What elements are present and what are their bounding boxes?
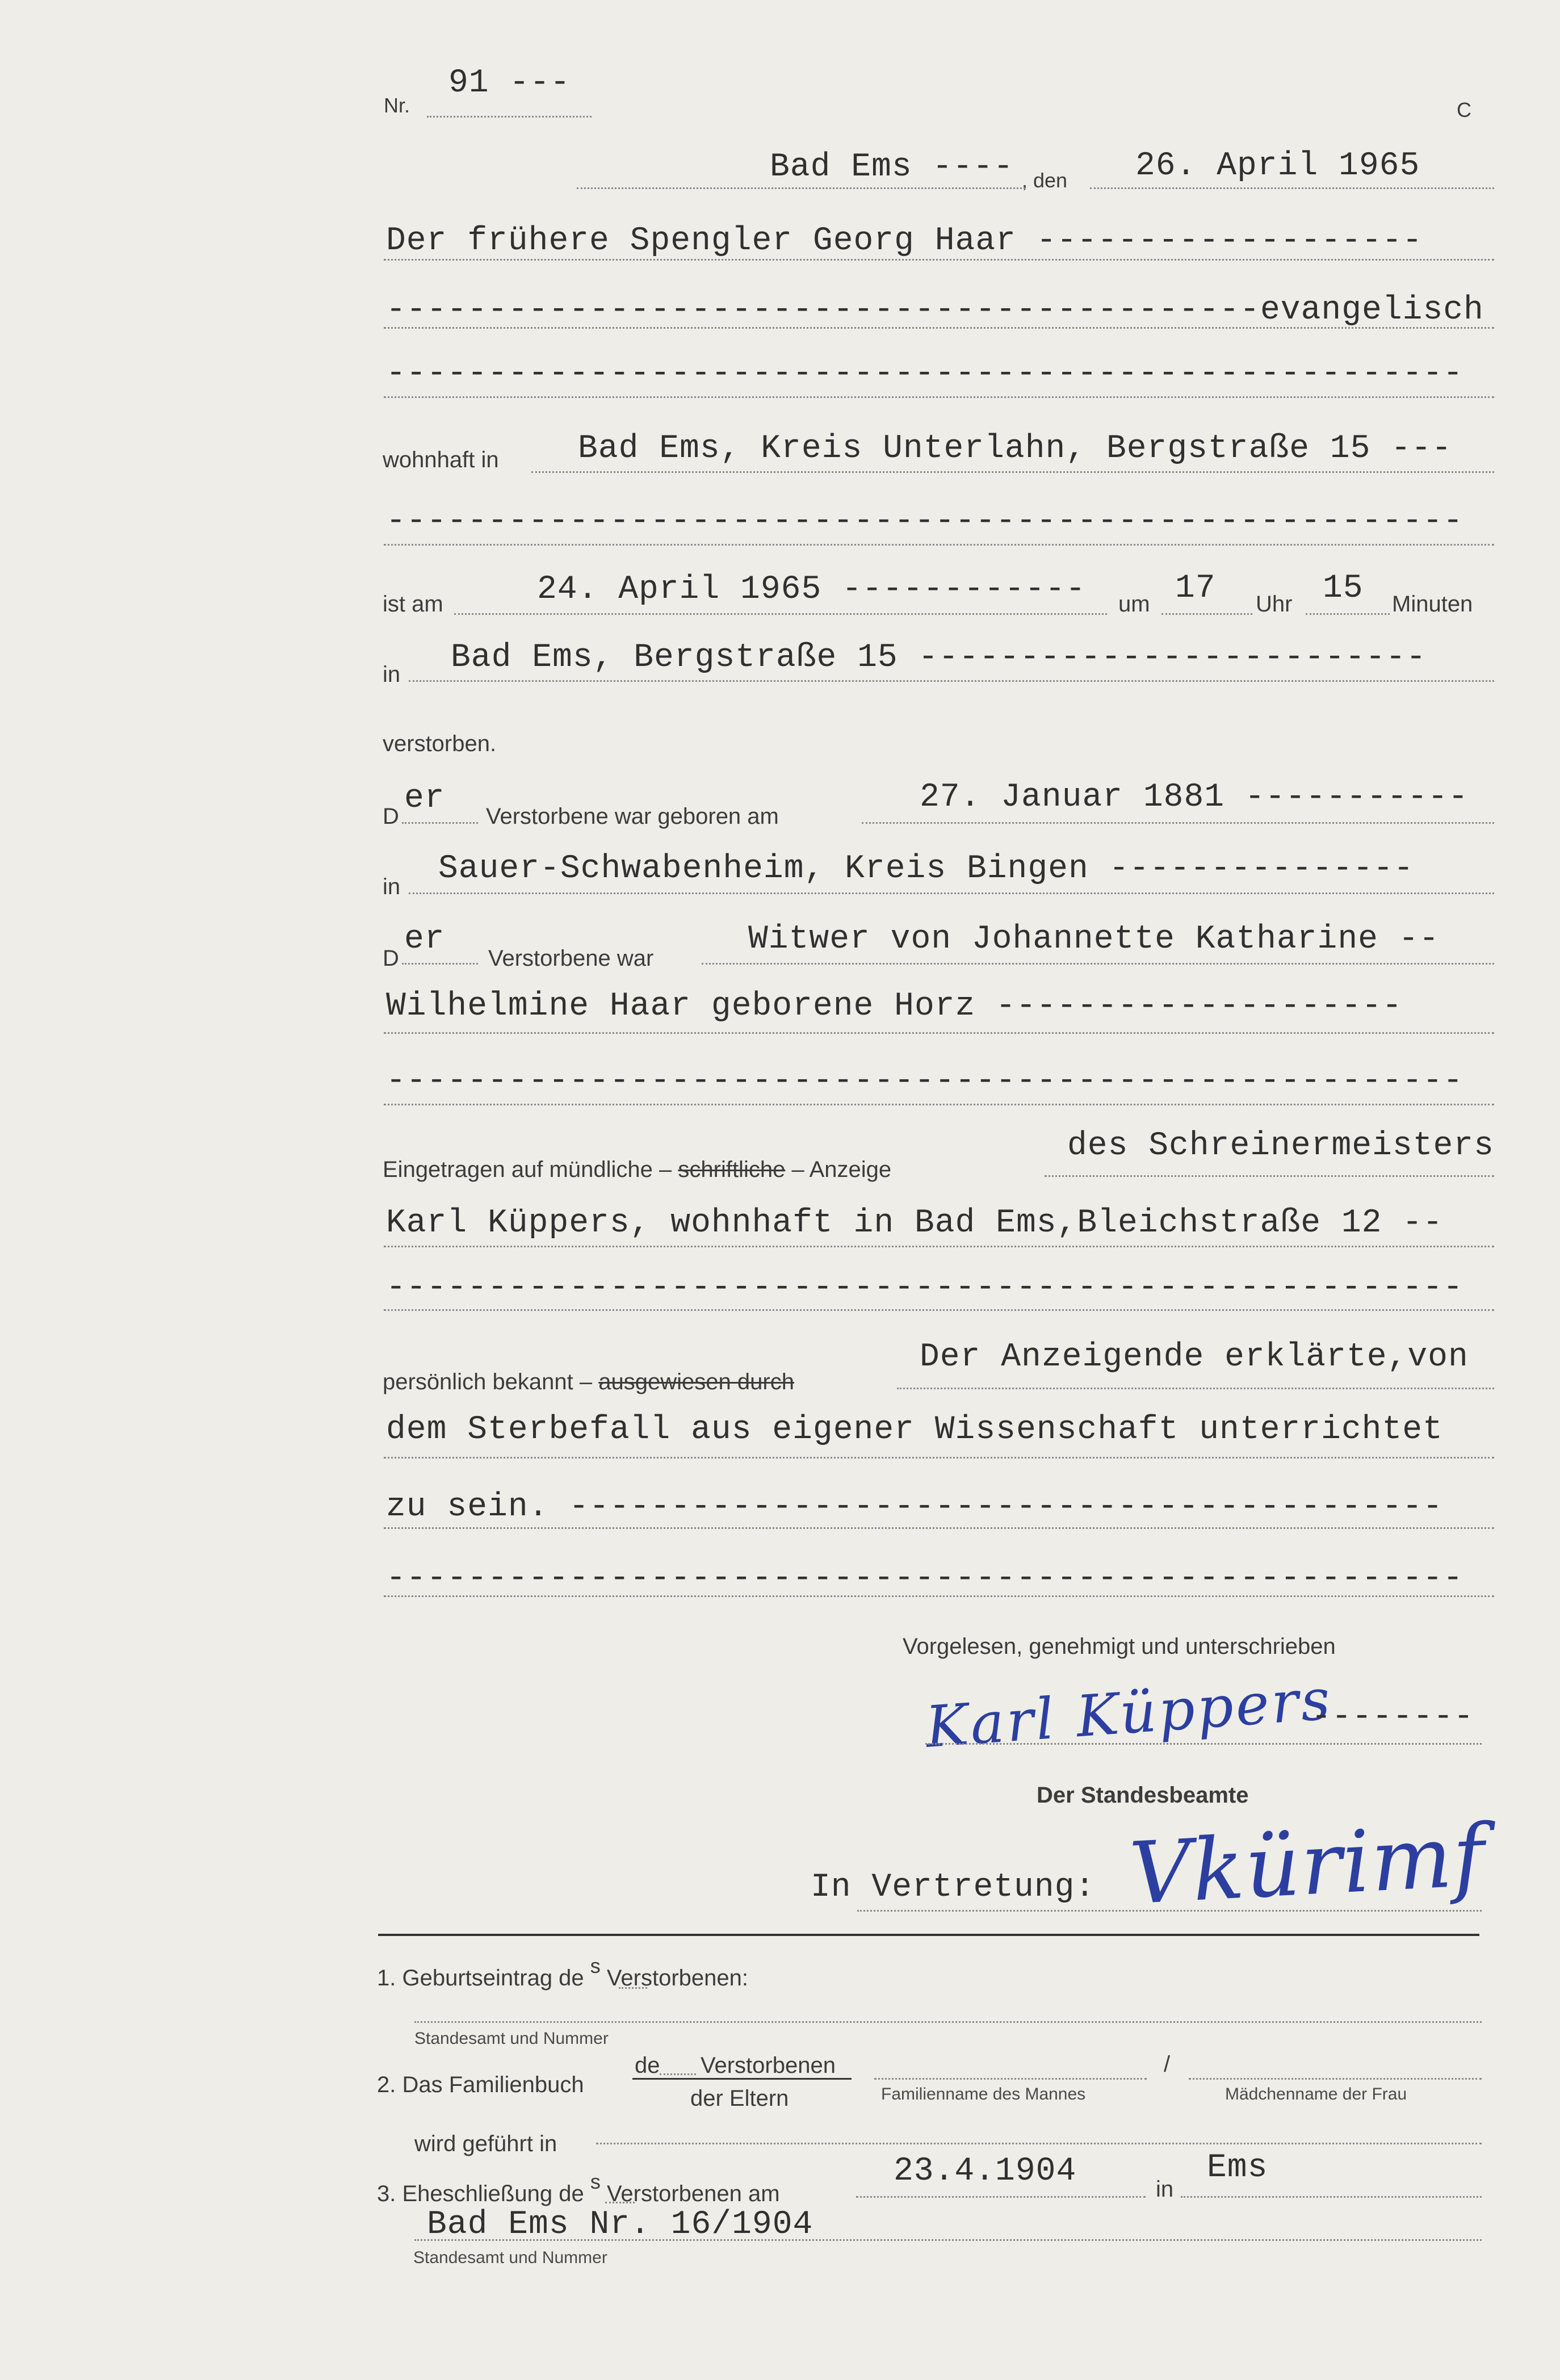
standesamt-label-2: Standesamt und Nummer [413, 2248, 607, 2267]
identification-label [383, 1371, 794, 1393]
statement-line-1: Der Anzeigende erklärte,von [920, 1339, 1469, 1376]
marital-d-underline [402, 963, 478, 965]
minuten-label: Minuten [1392, 592, 1473, 617]
death-place: Bad Ems, Bergstraße 15 ------------------------- [451, 639, 1427, 676]
family-book-fraction-bar [632, 2078, 852, 2080]
marriage-super-underline [605, 2202, 635, 2203]
family-book-verstorbenen: Verstorbenen [701, 2053, 836, 2078]
registration-underline-3 [384, 1309, 1494, 1311]
verstorben-label: verstorben. [383, 731, 497, 756]
marital-label: Verstorbene war [488, 946, 654, 971]
registration-underline-2 [384, 1246, 1494, 1247]
person-line-2-dashes: ------------------------------------------- [386, 292, 1260, 329]
marital-line-3: ----------------------------------------------------- [386, 1063, 1463, 1100]
statement-line-4: ----------------------------------------------------- [386, 1560, 1463, 1597]
marital-underline [702, 963, 1494, 965]
birth-entry-label-a: 1. Geburtseintrag de [377, 1966, 584, 1991]
birth-entry-underline [619, 1987, 647, 1989]
birth-entry-label [377, 1954, 748, 1991]
registration-label-struck: schriftliche [678, 1157, 786, 1182]
marriage-registry: Bad Ems Nr. 16/1904 [427, 2206, 813, 2243]
marriage-registry-underline [414, 2239, 1482, 2241]
marriage-date-underline [856, 2196, 1146, 2198]
nr-value: 91 --- [448, 65, 571, 102]
identification-label-struck: ausgewiesen durch [598, 1369, 794, 1394]
person-underline-2 [384, 327, 1494, 329]
residence-underline [531, 471, 1494, 473]
registrar-signature-underline [857, 1910, 1482, 1912]
marriage-in-label: in [1156, 2177, 1174, 2202]
birth-place: Sauer-Schwabenheim, Kreis Bingen --------------- [438, 850, 1414, 887]
registration-label [383, 1158, 891, 1181]
informant-title: des Schreinermeisters [1067, 1128, 1494, 1164]
birth-d-suffix: er [404, 780, 445, 817]
informant-signature-dashes: -------- [1311, 1699, 1474, 1736]
marital-d-label: D [383, 946, 399, 971]
in-vertretung-label: In Vertretung: [811, 1869, 1096, 1906]
family-book-de: de [635, 2053, 660, 2078]
record-date: 26. April 1965 [1135, 148, 1420, 185]
familienname-line [874, 2078, 1147, 2080]
birth-entry-label-b: Verstorbenen: [606, 1966, 748, 1991]
birth-label: Verstorbene war geboren am [486, 804, 779, 829]
death-place-label: in [383, 662, 401, 687]
marital-d-suffix: er [404, 921, 445, 958]
registrar-signature: Vkürimf [1127, 1806, 1488, 1924]
marriage-super: s [590, 2170, 601, 2193]
marital-underline-2 [384, 1032, 1494, 1034]
registration-line-2: Karl Küppers, wohnhaft in Bad Ems,Bleichstraße 12 -- [386, 1205, 1443, 1242]
statement-underline-3 [384, 1527, 1494, 1529]
date-underline [1090, 187, 1494, 189]
standesamt-label-1: Standesamt und Nummer [414, 2029, 609, 2048]
informant-underline [1045, 1175, 1494, 1177]
family-book-de-underline [660, 2073, 696, 2075]
marriage-label [377, 2170, 780, 2206]
birth-place-underline [409, 892, 1494, 894]
registration-line-3: ----------------------------------------------------- [386, 1269, 1463, 1306]
person-underline-3 [384, 396, 1494, 398]
den-label: , den [1022, 169, 1068, 192]
maedchenname-line [1189, 2078, 1482, 2080]
death-minutes: 15 [1323, 570, 1364, 607]
marriage-place: Ems [1207, 2149, 1268, 2186]
death-hour: 17 [1175, 570, 1216, 607]
marital-underline-3 [384, 1104, 1494, 1105]
maedchenname-label: Mädchenname der Frau [1225, 2085, 1407, 2104]
marital-line-2: Wilhelmine Haar geborene Horz -------------------- [386, 988, 1403, 1025]
uhr-label: Uhr [1256, 592, 1293, 617]
place-underline [577, 187, 1025, 189]
read-approved-label: Vorgelesen, genehmigt und unterschrieben [903, 1634, 1336, 1659]
footer-divider [378, 1934, 1479, 1936]
marriage-label-b: Verstorbenen am [606, 2181, 780, 2206]
registrar-label: Der Standesbeamte [1037, 1783, 1249, 1808]
hour-underline [1161, 613, 1252, 615]
birth-place-label: in [383, 874, 401, 899]
birth-d-label: D [383, 804, 399, 829]
death-date-underline [454, 613, 1107, 615]
person-line-3: ----------------------------------------------------- [386, 355, 1463, 392]
statement-underline-4 [384, 1595, 1494, 1597]
gefuehrt-label: wird geführt in [414, 2131, 557, 2156]
birth-date-underline [862, 822, 1494, 824]
marriage-label-a: 3. Eheschließung de [377, 2181, 584, 2206]
birth-d-underline [402, 822, 478, 824]
minutes-underline [1306, 613, 1390, 615]
death-date: 24. April 1965 ------------ [537, 571, 1086, 608]
death-date-label: ist am [383, 592, 443, 617]
familienname-label: Familienname des Mannes [881, 2085, 1086, 2104]
residence-underline-2 [384, 544, 1494, 546]
person-underline-1 [384, 259, 1494, 261]
identification-label-a: persönlich bekannt – [383, 1369, 593, 1394]
marital-value: Witwer von Johannette Katharine -- [748, 921, 1440, 958]
person-line-1: Der frühere Spengler Georg Haar ------------------- [386, 223, 1423, 259]
corner-letter: C [1457, 98, 1471, 121]
residence-label: wohnhaft in [383, 447, 499, 472]
informant-signature: Karl Küppers [923, 1666, 1335, 1761]
family-book-label: 2. Das Familienbuch [377, 2072, 584, 2097]
gefuehrt-line [596, 2143, 1482, 2144]
death-place-underline [409, 680, 1494, 682]
statement-underline-2 [384, 1457, 1494, 1459]
birth-entry-line [414, 2021, 1482, 2023]
place-of-record: Bad Ems ---- [770, 149, 1014, 186]
um-label: um [1118, 592, 1150, 617]
birth-date: 27. Januar 1881 ----------- [920, 779, 1469, 816]
registration-label-a: Eingetragen auf mündliche – [383, 1157, 672, 1182]
registration-label-b: – Anzeige [791, 1157, 892, 1182]
religion-value: evangelisch [1260, 292, 1484, 329]
informant-signature-underline [925, 1743, 1482, 1745]
marriage-date: 23.4.1904 [894, 2153, 1077, 2190]
family-book-slash: / [1164, 2052, 1171, 2077]
statement-underline-1 [897, 1388, 1494, 1389]
residence-value: Bad Ems, Kreis Unterlahn, Bergstraße 15 --- [578, 430, 1452, 467]
nr-label: Nr. [384, 94, 410, 117]
statement-line-2: dem Sterbefall aus eigener Wissenschaft unterrichtet [386, 1411, 1443, 1448]
family-book-eltern: der Eltern [690, 2086, 789, 2111]
statement-line-3: zu sein. ------------------------------------------- [386, 1489, 1443, 1526]
birth-entry-super: s [590, 1954, 601, 1977]
nr-underline [427, 116, 592, 118]
marriage-place-underline [1181, 2196, 1482, 2198]
residence-line-2: ----------------------------------------------------- [386, 503, 1463, 540]
